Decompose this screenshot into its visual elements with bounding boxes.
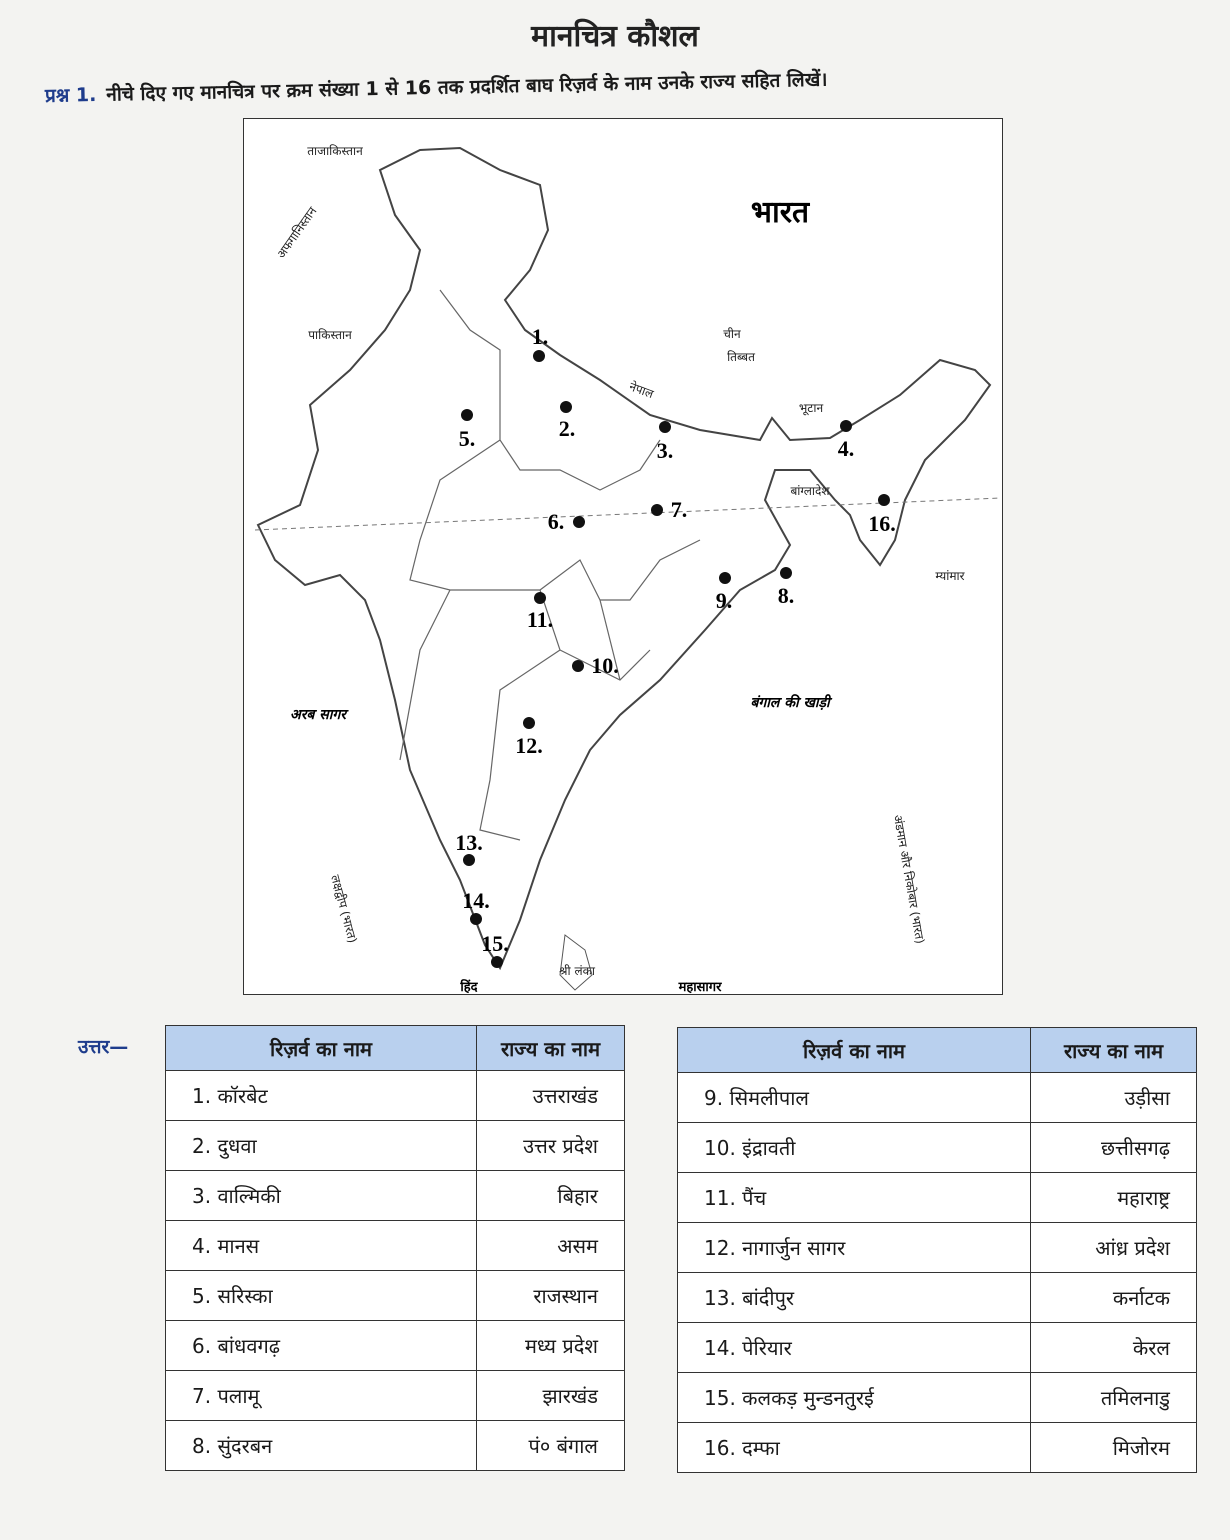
label-arabian-sea: अरब सागर xyxy=(290,707,346,723)
table-row xyxy=(678,1273,1197,1323)
table-row xyxy=(678,1223,1197,1273)
marker-number: 13. xyxy=(455,830,483,855)
tiger-reserve-dot xyxy=(659,421,671,433)
reserve-name: 14. पेरियार xyxy=(678,1323,1031,1373)
tiger-reserve-dot xyxy=(573,516,585,528)
state-name: केरल xyxy=(1031,1323,1197,1373)
tiger-reserve-dot xyxy=(461,409,473,421)
state-name: कर्नाटक xyxy=(1031,1273,1197,1323)
tiger-reserve-dot xyxy=(560,401,572,413)
label-tajikistan: ताजाकिस्तान xyxy=(307,144,363,158)
marker-number: 14. xyxy=(462,888,490,913)
label-bangladesh: बांग्लादेश xyxy=(790,484,830,498)
reserve-name: 12. नागार्जुन सागर xyxy=(678,1223,1031,1273)
label-afghanistan: अफगानिस्तान xyxy=(273,204,320,262)
label-hind: हिंद xyxy=(460,980,478,995)
marker-number: 7. xyxy=(670,497,688,522)
marker-number: 5. xyxy=(458,426,476,451)
state-name: राजस्थान xyxy=(477,1271,625,1321)
marker-number: 15. xyxy=(481,931,509,956)
state-name: पं० बंगाल xyxy=(477,1421,625,1471)
table-row xyxy=(678,1423,1197,1473)
table-row xyxy=(166,1121,625,1171)
header-state: राज्य का नाम xyxy=(477,1026,625,1071)
label-lakshadweep: लक्षद्वीप (भारत) xyxy=(328,873,360,945)
table-row xyxy=(166,1321,625,1371)
state-name: उत्तर प्रदेश xyxy=(477,1121,625,1171)
marker-number: 2. xyxy=(558,416,576,441)
tiger-reserve-dot xyxy=(463,854,475,866)
header-state: राज्य का नाम xyxy=(1031,1028,1197,1073)
table-row xyxy=(678,1173,1197,1223)
marker-number: 1. xyxy=(531,324,549,349)
table-row xyxy=(166,1421,625,1471)
marker-number: 4. xyxy=(837,436,855,461)
label-ocean: महासागर xyxy=(678,980,722,995)
question-number: प्रश्न 1. xyxy=(44,83,97,107)
marker-number: 8. xyxy=(777,583,795,608)
state-name: छत्तीसगढ़ xyxy=(1031,1123,1197,1173)
tiger-reserve-markers xyxy=(455,324,896,968)
header-reserve: रिज़र्व का नाम xyxy=(678,1028,1031,1073)
table-row xyxy=(166,1071,625,1121)
state-name: महाराष्ट्र xyxy=(1031,1173,1197,1223)
marker-number: 3. xyxy=(656,438,674,463)
tiger-reserve-dot xyxy=(719,572,731,584)
state-borders xyxy=(400,290,700,840)
table-row xyxy=(166,1171,625,1221)
answer-label: उत्तर— xyxy=(78,1036,129,1058)
state-name: आंध्र प्रदेश xyxy=(1031,1223,1197,1273)
tiger-reserve-dot xyxy=(878,494,890,506)
reserve-name: 2. दुधवा xyxy=(166,1121,477,1171)
label-bay-of-bengal: बंगाल की खाड़ी xyxy=(750,695,830,711)
reserve-name: 8. सुंदरबन xyxy=(166,1421,477,1471)
answer-table-right xyxy=(677,1027,1197,1473)
state-name: असम xyxy=(477,1221,625,1271)
label-nepal: नेपाल xyxy=(627,379,656,402)
sri-lanka-outline xyxy=(560,935,592,990)
marker-number: 16. xyxy=(868,511,896,536)
table-row xyxy=(678,1123,1197,1173)
india-map xyxy=(243,118,1003,995)
label-sri-lanka: श्री लंका xyxy=(559,964,595,978)
table-row xyxy=(166,1271,625,1321)
tiger-reserve-dot xyxy=(572,660,584,672)
reserve-name: 1. कॉरबेट xyxy=(166,1071,477,1121)
question xyxy=(45,66,828,108)
header-reserve: रिज़र्व का नाम xyxy=(166,1026,477,1071)
state-name: उत्तराखंड xyxy=(477,1071,625,1121)
reserve-name: 7. पलामू xyxy=(166,1371,477,1421)
label-pakistan: पाकिस्तान xyxy=(308,328,352,342)
state-name: उड़ीसा xyxy=(1031,1073,1197,1123)
tiger-reserve-dot xyxy=(534,592,546,604)
page-title: मानचित्र कौशल xyxy=(531,19,699,54)
state-name: बिहार xyxy=(477,1171,625,1221)
question-text: नीचे दिए गए मानचित्र पर क्रम संख्या 1 से 16 तक प्रदर्शित बाघ रिज़र्व के नाम उनके राज्य सहित लिखें। xyxy=(106,68,828,106)
reserve-name: 13. बांदीपुर xyxy=(678,1273,1031,1323)
tiger-reserve-dot xyxy=(780,567,792,579)
reserve-name: 10. इंद्रावती xyxy=(678,1123,1031,1173)
tiger-reserve-dot xyxy=(533,350,545,362)
reserve-name: 16. दम्फा xyxy=(678,1423,1031,1473)
answer-table-left xyxy=(165,1025,625,1471)
marker-number: 10. xyxy=(591,653,619,678)
tiger-reserve-dot xyxy=(651,504,663,516)
state-name: तमिलनाडु xyxy=(1031,1373,1197,1423)
tiger-reserve-dot xyxy=(523,717,535,729)
reserve-name: 4. मानस xyxy=(166,1221,477,1271)
marker-number: 11. xyxy=(526,607,554,632)
marker-number: 9. xyxy=(715,588,733,613)
state-name: मिजोरम xyxy=(1031,1423,1197,1473)
reserve-name: 6. बांधवगढ़ xyxy=(166,1321,477,1371)
reserve-name: 3. वाल्मिकी xyxy=(166,1171,477,1221)
state-name: झारखंड xyxy=(477,1371,625,1421)
label-tibet: तिब्बत xyxy=(727,350,755,364)
label-myanmar: म्यांमार xyxy=(935,569,965,583)
table-row xyxy=(166,1221,625,1271)
table-row xyxy=(678,1373,1197,1423)
marker-number: 6. xyxy=(547,509,565,534)
reserve-name: 5. सरिस्का xyxy=(166,1271,477,1321)
tiger-reserve-dot xyxy=(470,913,482,925)
tiger-reserve-dot xyxy=(491,956,503,968)
table-row xyxy=(166,1371,625,1421)
table-row xyxy=(678,1073,1197,1123)
india-outline xyxy=(258,148,990,968)
table-row xyxy=(678,1323,1197,1373)
reserve-name: 15. कलकड़ मुन्डनतुरई xyxy=(678,1373,1031,1423)
marker-number: 12. xyxy=(515,733,543,758)
reserve-name: 9. सिमलीपाल xyxy=(678,1073,1031,1123)
label-bhutan: भूटान xyxy=(798,401,824,415)
map-title: भारत xyxy=(750,195,810,230)
label-andaman: अंडमान और निकोबार (भारत) xyxy=(890,813,928,945)
reserve-name: 11. पैंच xyxy=(678,1173,1031,1223)
tiger-reserve-dot xyxy=(840,420,852,432)
state-name: मध्य प्रदेश xyxy=(477,1321,625,1371)
label-china: चीन xyxy=(723,327,741,341)
